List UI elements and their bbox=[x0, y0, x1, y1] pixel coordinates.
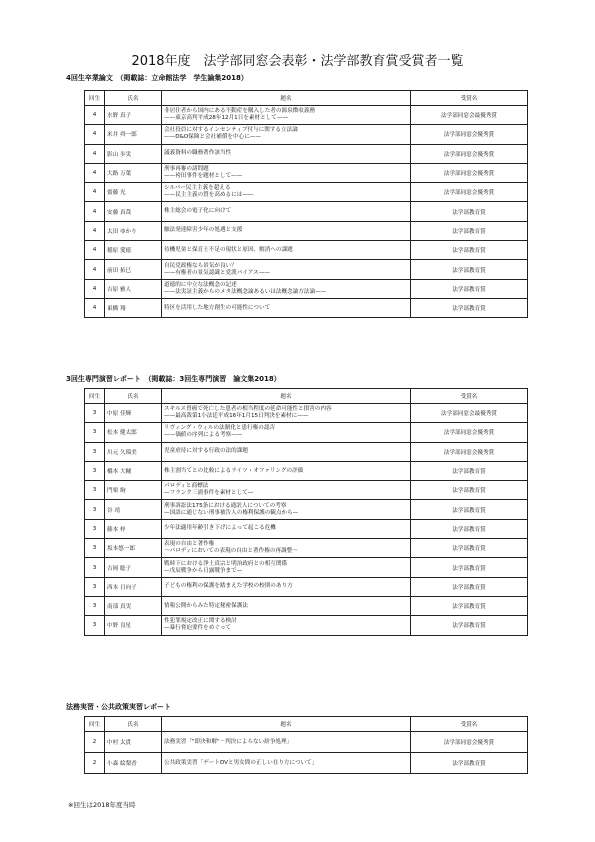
student-name: 南部 真実 bbox=[105, 596, 162, 615]
title-cell bbox=[162, 260, 411, 279]
title-cell bbox=[162, 202, 411, 221]
student-name: 吉原 雅人 bbox=[105, 279, 162, 298]
table-row bbox=[85, 596, 528, 615]
table-row bbox=[85, 481, 528, 500]
column-header-title: 題名 bbox=[162, 717, 411, 732]
title-cell bbox=[162, 616, 411, 635]
student-name: 前田 拓巳 bbox=[105, 260, 162, 279]
grade-cell: 2 bbox=[85, 732, 105, 753]
paper-subtitle: —戊辰戦争から日露戦争まで— bbox=[164, 567, 243, 574]
table-row bbox=[85, 461, 528, 480]
grade-cell: 3 bbox=[85, 461, 105, 480]
student-name: 米井 舜一郎 bbox=[105, 125, 162, 144]
grade-cell: 4 bbox=[85, 106, 105, 125]
grade-cell: 4 bbox=[85, 221, 105, 240]
award-name: 法学部教育賞 bbox=[411, 519, 528, 538]
grade-cell: 4 bbox=[85, 183, 105, 202]
student-name: 川元 久瑠美 bbox=[105, 442, 162, 461]
student-name: 藤本 梓 bbox=[105, 519, 162, 538]
award-name: 法学部教育賞 bbox=[411, 481, 528, 500]
grade-cell: 3 bbox=[85, 423, 105, 442]
paper-title: 道徳的に中立な法概念の記述 bbox=[164, 281, 237, 288]
award-name: 法学部同窓会優秀賞 bbox=[411, 163, 528, 182]
paper-title: 刑事再審の諸問題 bbox=[164, 166, 209, 173]
paper-title: 法務実習「"即決和解"－判決によらない紛争処理」 bbox=[164, 738, 293, 745]
title-cell bbox=[162, 461, 411, 480]
table-row bbox=[85, 442, 528, 461]
title-cell bbox=[162, 106, 411, 125]
awards-table bbox=[84, 388, 528, 636]
table-row bbox=[85, 577, 528, 596]
column-header-title: 題名 bbox=[162, 91, 411, 106]
student-name: 東橋 翔 bbox=[105, 298, 162, 317]
paper-title: 会社役員に対するインセンティブ付与に関する立法論 bbox=[164, 127, 298, 134]
title-cell bbox=[162, 500, 411, 519]
paper-title: スキルス胃癌で死亡した患者の相当程度の延命可能性と損害の内容 bbox=[164, 406, 332, 413]
grade-cell: 3 bbox=[85, 404, 105, 423]
title-cell bbox=[162, 241, 411, 260]
paper-title: 児童虐待に対する行政の法的課題 bbox=[164, 448, 248, 455]
paper-title: 性犯罪規定改正に関する検討 bbox=[164, 618, 237, 625]
award-name: 法学部同窓会優秀賞 bbox=[411, 423, 528, 442]
section-heading: 法務実習・公共政策実習レポート bbox=[66, 703, 171, 711]
grade-cell: 4 bbox=[85, 241, 105, 260]
grade-cell: 3 bbox=[85, 500, 105, 519]
paper-subtitle: ——法実証主義からのメタ法概念論あるいは法概念論方法論—— bbox=[164, 288, 327, 295]
award-name: 法学部同窓会優秀賞 bbox=[411, 183, 528, 202]
award-name: 法学部教育賞 bbox=[411, 596, 528, 615]
paper-title: 特区を活用した地方創生の可能性について bbox=[164, 304, 271, 311]
paper-title: 非居住者から国内にある不動産を購入した者の源泉徴収義務 bbox=[164, 108, 316, 115]
student-name: 稲原 愛徳 bbox=[105, 241, 162, 260]
section-heading: 3回生専門演習レポート （掲載誌：3回生専門演習 論文集2018） bbox=[66, 375, 281, 383]
award-name: 法学部教育賞 bbox=[411, 539, 528, 558]
awards-table bbox=[84, 90, 528, 318]
table-row bbox=[85, 106, 528, 125]
title-cell bbox=[162, 558, 411, 577]
title-cell bbox=[162, 596, 411, 615]
title-cell bbox=[162, 519, 411, 538]
column-header-kai: 回生 bbox=[85, 389, 105, 404]
title-cell bbox=[162, 144, 411, 163]
award-name: 法学部教育賞 bbox=[411, 241, 528, 260]
table-row bbox=[85, 279, 528, 298]
paper-subtitle: ——価値の序列による考察—— bbox=[164, 432, 243, 439]
table-row bbox=[85, 423, 528, 442]
table-row bbox=[85, 202, 528, 221]
table-header-row bbox=[85, 389, 528, 404]
award-name: 法学部教育賞 bbox=[411, 221, 528, 240]
award-name: 法学部教育賞 bbox=[411, 298, 528, 317]
table-row bbox=[85, 500, 528, 519]
title-cell bbox=[162, 163, 411, 182]
title-cell bbox=[162, 577, 411, 596]
title-cell bbox=[162, 404, 411, 423]
title-cell bbox=[162, 125, 411, 144]
grade-cell: 3 bbox=[85, 481, 105, 500]
column-header-name: 氏名 bbox=[105, 91, 162, 106]
paper-title: 株主割当てとの比較によるライツ・オファリングの評価 bbox=[164, 467, 304, 474]
paper-subtitle: ——最高裁第1小法廷平成16年1月15日判決を素材に—— bbox=[164, 413, 309, 420]
table-row bbox=[85, 539, 528, 558]
grade-cell: 2 bbox=[85, 753, 105, 774]
paper-subtitle: ——袴田事件を題材として—— bbox=[164, 173, 243, 180]
award-name: 法学部教育賞 bbox=[411, 260, 528, 279]
student-name: 松本 健太郎 bbox=[105, 423, 162, 442]
table-row bbox=[85, 125, 528, 144]
award-name: 法学部同窓会優秀賞 bbox=[411, 442, 528, 461]
title-cell bbox=[162, 481, 411, 500]
paper-title: リヴィング・ウィルの法制化と患行権の認否 bbox=[164, 425, 276, 432]
paper-subtitle: —フランク三浦事件を素材として— bbox=[164, 490, 254, 497]
grade-cell: 4 bbox=[85, 298, 105, 317]
student-name: 中野 良星 bbox=[105, 616, 162, 635]
column-header-award: 受賞名 bbox=[411, 389, 528, 404]
paper-title: 待機児童と保育士不足の現状と原因、解消への課題 bbox=[164, 246, 293, 253]
awards-table bbox=[84, 716, 528, 774]
column-header-award: 受賞名 bbox=[411, 91, 528, 106]
table-header-row bbox=[85, 717, 528, 732]
grade-cell: 4 bbox=[85, 163, 105, 182]
award-name: 法学部教育賞 bbox=[411, 500, 528, 519]
student-name: 門栗 絢 bbox=[105, 481, 162, 500]
award-name: 法学部教育賞 bbox=[411, 577, 528, 596]
award-name: 法学部同窓会優秀賞 bbox=[411, 144, 528, 163]
student-name: 西本 日向子 bbox=[105, 577, 162, 596]
award-name: 法学部同窓会最優秀賞 bbox=[411, 404, 528, 423]
grade-cell: 3 bbox=[85, 596, 105, 615]
grade-cell: 3 bbox=[85, 442, 105, 461]
paper-subtitle: ——東京高判平成28年12月1日を素材として—— bbox=[164, 115, 289, 122]
student-name: 大路 万葉 bbox=[105, 163, 162, 182]
section-heading: 4回生卒業論文 （掲載誌：立命館法学 学生論集2018） bbox=[66, 74, 248, 82]
column-header-title: 題名 bbox=[162, 389, 411, 404]
column-header-kai: 回生 bbox=[85, 91, 105, 106]
table-row bbox=[85, 298, 528, 317]
student-name: 齋藤 光 bbox=[105, 183, 162, 202]
award-name: 法学部同窓会優秀賞 bbox=[411, 732, 528, 753]
paper-title: パロディと商標法 bbox=[164, 483, 209, 490]
student-name: 橋本 大輔 bbox=[105, 461, 162, 480]
student-name: 坂本悠一郎 bbox=[105, 539, 162, 558]
paper-title: 子どもの権利の保護を踏まえた学校の校則のあり方 bbox=[164, 583, 293, 590]
student-name: 中村 太貴 bbox=[105, 732, 162, 753]
grade-cell: 3 bbox=[85, 577, 105, 596]
column-header-name: 氏名 bbox=[105, 717, 162, 732]
grade-cell: 3 bbox=[85, 519, 105, 538]
table-row bbox=[85, 144, 528, 163]
award-name: 法学部教育賞 bbox=[411, 616, 528, 635]
grade-cell: 3 bbox=[85, 539, 105, 558]
award-name: 法学部教育賞 bbox=[411, 753, 528, 774]
paper-title: シルバー民主主義を超える bbox=[164, 185, 231, 192]
title-cell bbox=[162, 732, 411, 753]
paper-subtitle: —暴行脅迫要件をめぐって bbox=[164, 625, 232, 632]
table-row bbox=[85, 753, 528, 774]
table-row bbox=[85, 183, 528, 202]
title-cell bbox=[162, 279, 411, 298]
student-name: 影山 歩実 bbox=[105, 144, 162, 163]
student-name: 水野 真子 bbox=[105, 106, 162, 125]
footnote: ※回生は2018年度当時 bbox=[68, 801, 136, 809]
paper-subtitle: ～パロディにおいての表現の自由と著作権の再調整～ bbox=[164, 548, 298, 555]
student-name: 谷 靖 bbox=[105, 500, 162, 519]
paper-title: 情報公開からみた特定秘密保護法 bbox=[164, 602, 248, 609]
table-row bbox=[85, 616, 528, 635]
table-row bbox=[85, 221, 528, 240]
column-header-award: 受賞名 bbox=[411, 717, 528, 732]
column-header-name: 氏名 bbox=[105, 389, 162, 404]
paper-title: 戦時下における浄土真宗と明治政府との相互関係 bbox=[164, 560, 288, 567]
student-name: 安藤 真哉 bbox=[105, 202, 162, 221]
award-name: 法学部教育賞 bbox=[411, 279, 528, 298]
table-row bbox=[85, 519, 528, 538]
title-cell bbox=[162, 539, 411, 558]
paper-title: 刑事訴訟法175条における通訳人についての考察 bbox=[164, 502, 287, 509]
paper-title: 議義資料の職務著作該当性 bbox=[164, 150, 232, 157]
grade-cell: 4 bbox=[85, 125, 105, 144]
page-title: 2018年度 法学部同窓会表彰・法学部教育賞受賞者一覧 bbox=[131, 54, 464, 69]
table-header-row bbox=[85, 91, 528, 106]
grade-cell: 4 bbox=[85, 202, 105, 221]
table-row bbox=[85, 260, 528, 279]
award-name: 法学部同窓会優秀賞 bbox=[411, 125, 528, 144]
table-row bbox=[85, 558, 528, 577]
paper-title: 自民党政権なら景気が良い？ bbox=[164, 262, 237, 269]
paper-title: 株主総会の電子化に向けて bbox=[164, 208, 232, 215]
title-cell bbox=[162, 423, 411, 442]
student-name: 小森 絵梨香 bbox=[105, 753, 162, 774]
title-cell bbox=[162, 183, 411, 202]
paper-subtitle: ——D&O保険と会社補償を中心に—— bbox=[164, 134, 261, 141]
table-row bbox=[85, 732, 528, 753]
grade-cell: 3 bbox=[85, 558, 105, 577]
grade-cell: 4 bbox=[85, 279, 105, 298]
paper-title: 公共政策実習「デートDVと男女間の正しい在り方について」 bbox=[164, 759, 318, 766]
award-name: 法学部教育賞 bbox=[411, 202, 528, 221]
paper-title: 少年法適用年齢引き下げによって起こる危機 bbox=[164, 525, 276, 532]
table-row bbox=[85, 404, 528, 423]
title-cell bbox=[162, 221, 411, 240]
paper-title: 触法発達障害少年の処遇と支援 bbox=[164, 227, 243, 234]
table-row bbox=[85, 163, 528, 182]
grade-cell: 3 bbox=[85, 616, 105, 635]
award-name: 法学部同窓会最優秀賞 bbox=[411, 106, 528, 125]
award-name: 法学部教育賞 bbox=[411, 558, 528, 577]
paper-subtitle: —国語に通じない刑事被告人の権利保護の観点から— bbox=[164, 509, 299, 516]
title-cell bbox=[162, 298, 411, 317]
paper-subtitle: ——民主主義の質を高めるには—— bbox=[164, 192, 254, 199]
paper-subtitle: ——有権者の景気認識と党派バイアス—— bbox=[164, 269, 270, 276]
award-name: 法学部教育賞 bbox=[411, 461, 528, 480]
grade-cell: 4 bbox=[85, 144, 105, 163]
column-header-kai: 回生 bbox=[85, 717, 105, 732]
student-name: 太田 ゆかり bbox=[105, 221, 162, 240]
title-cell bbox=[162, 753, 411, 774]
grade-cell: 4 bbox=[85, 260, 105, 279]
table-row bbox=[85, 241, 528, 260]
student-name: 吉岡 聡子 bbox=[105, 558, 162, 577]
paper-title: 表現の自由と著作権 bbox=[164, 541, 215, 548]
student-name: 中原 佳輝 bbox=[105, 404, 162, 423]
title-cell bbox=[162, 442, 411, 461]
